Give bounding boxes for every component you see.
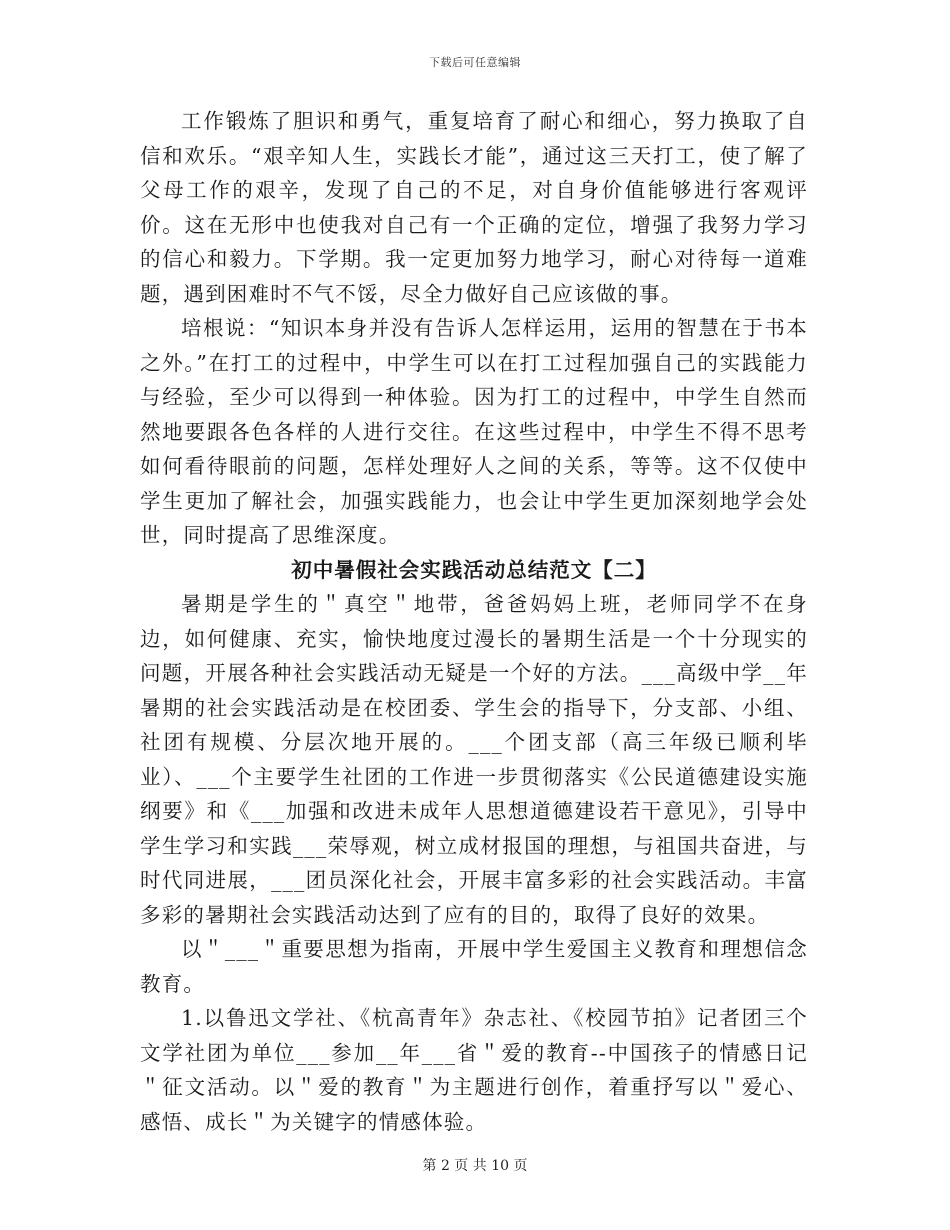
paragraph-5: 1.以鲁迅文学社、《杭高青年》杂志社、《校园节拍》记者团三个文学社团为单位___参加__年___省＂爱的教育--中国孩子的情感日记＂征文活动。以＂爱的教育＂为主题进行创作，着重抒写以＂爱心、感悟、成长＂为关键字的情感体验。	[140, 1006, 808, 1134]
paragraph-1: 工作锻炼了胆识和勇气，重复培育了耐心和细心，努力换取了自信和欢乐。“艰辛知人生，实践长才能”，通过这三天打工，使了解了父母工作的艰辛，发现了自己的不足，对自身价值能够进行客观评价。这在无形中也使我对自己有一个正确的定位，增强了我努力学习的信心和毅力。下学期。我一定更加努力地学习，耐心对待每一道难题，遇到困难时不气不馁，尽全力做好自己应该做的事。	[140, 109, 808, 306]
section-title: 初中暑假社会实践活动总结范文【二】	[291, 557, 657, 582]
document-body	[140, 104, 808, 1139]
paragraph-4: 以＂___＂重要思想为指南，开展中学生爱国主义教育和理想信念教育。	[140, 937, 808, 996]
paragraph-2: 培根说：“知识本身并没有告诉人怎样运用，运用的智慧在于书本之外。”在打工的过程中，中学生可以在打工过程加强自己的实践能力与经验，至少可以得到一种体验。因为打工的过程中，中学生自然而然地要跟各色各样的人进行交往。在这些过程中，中学生不得不思考如何看待眼前的问题，怎样处理好人之间的关系，等等。这不仅使中学生更加了解社会，加强实践能力，也会让中学生更加深刻地学会处世，同时提高了思维深度。	[140, 316, 808, 547]
header-note: 下载后可任意编辑	[429, 56, 521, 69]
paragraph-3: 暑期是学生的＂真空＂地带，爸爸妈妈上班，老师同学不在身边，如何健康、充实，愉快地度过漫长的暑期生活是一个十分现实的问题，开展各种社会实践活动无疑是一个好的方法。___高级中学__年暑期的社会实践活动是在校团委、学生会的指导下，分支部、小组、社团有规模、分层次地开展的。___个团支部（高三年级已顺利毕业）、___个主要学生社团的工作进一步贯彻落实《公民道德建设实施纲要》和《___加强和改进未成年人思想道德建设若干意见》，引导中学生学习和实践___荣辱观，树立成材报国的理想，与祖国共奋进，与时代同进展，___团员深化社会，开展丰富多彩的社会实践活动。丰富多彩的暑期社会实践活动达到了应有的目的，取得了良好的效果。	[140, 592, 808, 927]
page-number: 第 2 页 共 10 页	[422, 1158, 528, 1174]
